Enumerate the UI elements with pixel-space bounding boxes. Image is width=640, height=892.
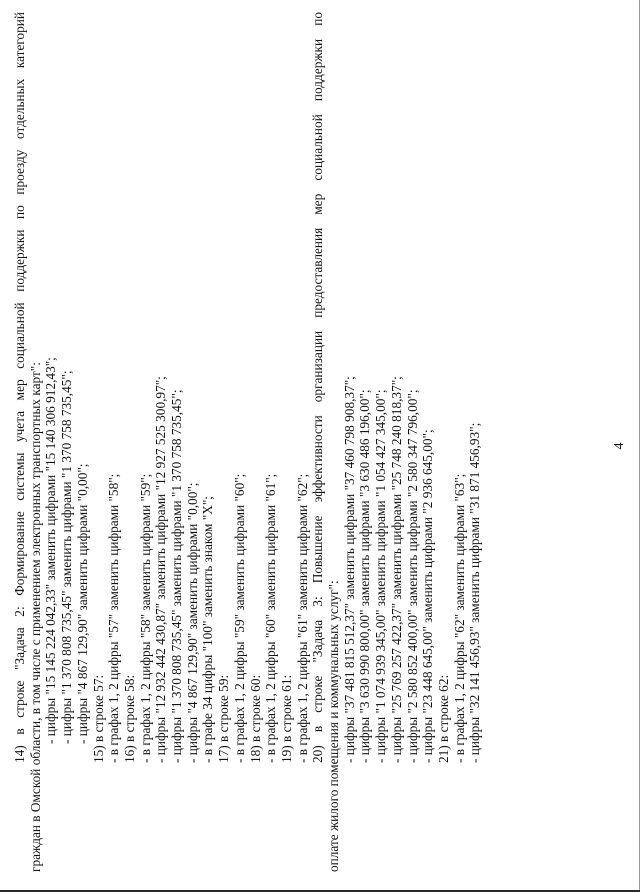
paragraph-line: 19) в строке 61:	[278, 674, 294, 763]
list-item: - цифры "1 074 939 345,00" заменить цифрами "1 054 427 345,00";	[373, 389, 389, 763]
paragraph-line: граждан в Омской области, в том числе с применением электронных транспортных карт":	[27, 362, 43, 872]
list-item: - в графах 1, 2 цифры "59" заменить цифрами "60";	[231, 473, 247, 763]
list-item: - цифры "12 932 442 430,87" заменить цифрами "12 927 525 300,97";	[153, 376, 169, 763]
list-item: - цифры "25 769 257 422,37" заменить цифрами "25 748 240 818,37";	[388, 376, 404, 763]
paragraph-line: 15) в строке 57:	[90, 674, 106, 763]
paragraph-line: 16) в строке 58:	[121, 674, 137, 763]
paragraph-line: 21) в строке 62:	[435, 674, 451, 763]
list-item: - цифры "37 481 815 512,37" заменить цифрами "37 460 798 908,37";	[341, 376, 357, 763]
list-item: - цифры "4 867 129,90" заменить цифрами "0,00";	[74, 463, 90, 744]
list-item: - цифры "1 370 808 735,45" заменить цифрами "1 370 758 735,45";	[59, 370, 75, 744]
list-item: - в графах 1, 2 цифры "62" заменить цифрами "63";	[451, 473, 467, 763]
list-item: - цифры "3 630 990 800,00" заменить цифрами "3 630 486 196,00";	[357, 389, 373, 763]
paragraph-line: 17) в строке 59:	[216, 674, 232, 763]
list-item: - цифры "23 448 645,00" заменить цифрами "2 936 645,00";	[420, 429, 436, 763]
document-body	[12, 12, 483, 872]
list-item: - цифры "32 141 456,93" заменить цифрами "31 871 456,93";	[467, 422, 483, 763]
paragraph-line: 20) в строке "Задача 3: Повышение эффективности организации предоставления мер социальной поддержки по	[310, 12, 326, 763]
list-item: - в графах 1, 2 цифры "58" заменить цифрами "59";	[137, 473, 153, 763]
paragraph-line: оплате жилого помещения и коммунальных услуг":	[326, 580, 342, 872]
list-item: - цифры "15 145 224 042,33" заменить цифрами "15 140 306 912,43";	[43, 357, 59, 744]
page-number: 4	[612, 442, 627, 450]
list-item: - цифры "4 867 129,90" заменить цифрами "0,00";	[184, 482, 200, 763]
list-item: - цифры "2 580 852 400,00" заменить цифрами "2 580 347 796,00";	[404, 389, 420, 763]
list-item: - в графах 1, 2 цифры "57" заменить цифрами "58";	[106, 473, 122, 763]
list-item: - в графе 34 цифры "100" заменить знаком "Х";	[200, 496, 216, 763]
list-item: - в графах 1, 2 цифры "61" заменить цифрами "62";	[294, 473, 310, 763]
list-item: - в графах 1, 2 цифры "60" заменить цифрами "61";	[263, 473, 279, 763]
paragraph-line: 14) в строке "Задача 2: Формирование системы учета мер социальной поддержки по проезду отдельных категорий	[12, 12, 27, 763]
list-item: - цифры "1 370 808 735,45" заменить цифрами "1 370 758 735,45";	[169, 389, 185, 763]
paragraph-line: 18) в строке 60:	[247, 674, 263, 763]
